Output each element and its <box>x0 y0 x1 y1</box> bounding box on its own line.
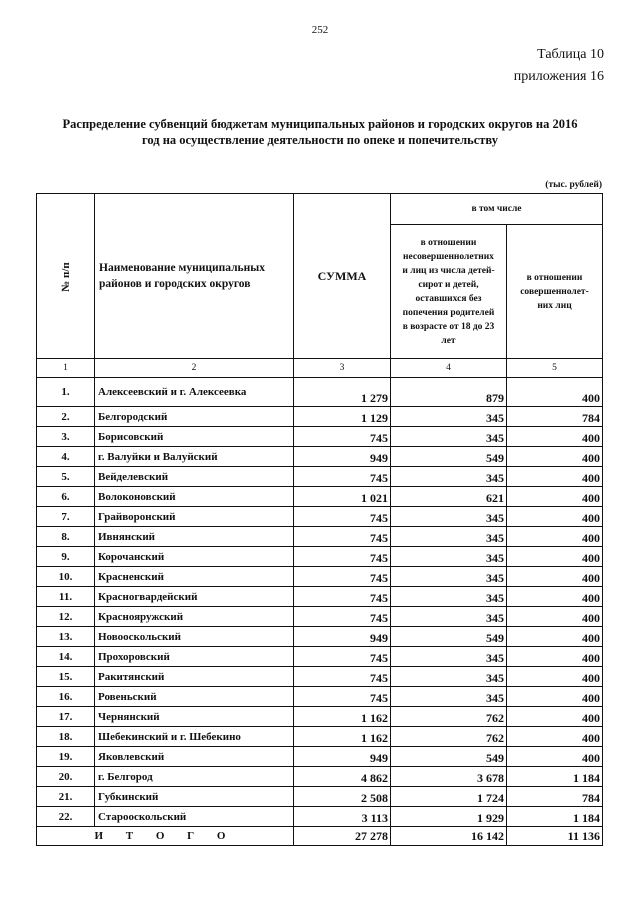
units-label: (тыс. рублей) <box>545 180 602 190</box>
row-number: 15. <box>37 667 95 687</box>
row-district-name: Краснояружский <box>95 607 294 627</box>
header-minors-line: несовершеннолетних <box>403 251 494 262</box>
row-minors: 345 <box>391 467 507 487</box>
row-district-name: Красногвардейский <box>95 587 294 607</box>
row-adults: 400 <box>507 427 603 447</box>
row-adults: 400 <box>507 447 603 467</box>
row-sum: 745 <box>294 587 391 607</box>
row-number: 17. <box>37 707 95 727</box>
row-sum: 1 129 <box>294 407 391 427</box>
row-number: 5. <box>37 467 95 487</box>
header-sum-cell: СУММА <box>294 194 391 359</box>
row-district-name: Красненский <box>95 567 294 587</box>
row-minors: 549 <box>391 747 507 767</box>
row-number: 2. <box>37 407 95 427</box>
row-sum: 2 508 <box>294 787 391 807</box>
row-minors: 1 929 <box>391 807 507 827</box>
row-adults: 400 <box>507 747 603 767</box>
row-adults: 784 <box>507 787 603 807</box>
row-adults: 400 <box>507 727 603 747</box>
row-adults: 400 <box>507 547 603 567</box>
table-row <box>37 647 603 667</box>
row-adults: 400 <box>507 527 603 547</box>
header-number-cell <box>37 194 95 359</box>
row-sum: 949 <box>294 747 391 767</box>
row-minors: 762 <box>391 727 507 747</box>
row-adults: 400 <box>507 507 603 527</box>
row-district-name: Губкинский <box>95 787 294 807</box>
caption-table-number: Таблица 10 <box>537 47 604 62</box>
row-minors: 549 <box>391 447 507 467</box>
row-minors: 345 <box>391 507 507 527</box>
row-district-name: Прохоровский <box>95 647 294 667</box>
row-number: 9. <box>37 547 95 567</box>
row-district-name: г. Белгород <box>95 767 294 787</box>
page-number: 252 <box>311 24 329 36</box>
table-row <box>37 407 603 427</box>
row-sum: 745 <box>294 547 391 567</box>
row-adults: 400 <box>507 607 603 627</box>
row-adults: 400 <box>507 378 603 407</box>
row-district-name: Грайворонский <box>95 507 294 527</box>
table-row <box>37 787 603 807</box>
column-number-row <box>37 359 603 378</box>
header-minors-line: сирот и детей, <box>418 279 479 290</box>
row-number: 16. <box>37 687 95 707</box>
row-number: 21. <box>37 787 95 807</box>
row-district-name: Шебекинский и г. Шебекино <box>95 727 294 747</box>
row-adults: 400 <box>507 707 603 727</box>
row-minors: 345 <box>391 567 507 587</box>
row-number: 7. <box>37 507 95 527</box>
row-sum: 1 021 <box>294 487 391 507</box>
row-sum: 745 <box>294 667 391 687</box>
row-number: 1. <box>37 378 95 407</box>
row-district-name: Ракитянский <box>95 667 294 687</box>
row-adults: 400 <box>507 647 603 667</box>
row-district-name: Старооскольский <box>95 807 294 827</box>
table-row <box>37 467 603 487</box>
row-number: 12. <box>37 607 95 627</box>
row-district-name: Новооскольский <box>95 627 294 647</box>
row-number: 20. <box>37 767 95 787</box>
header-adults-line: них лиц <box>537 300 572 311</box>
column-number-1: 1 <box>37 359 95 378</box>
column-number-3: 3 <box>294 359 391 378</box>
row-minors: 549 <box>391 627 507 647</box>
header-minors-line: в отношении <box>420 237 477 248</box>
header-name-cell <box>95 194 294 359</box>
table-row <box>37 627 603 647</box>
row-district-name: г. Валуйки и Валуйский <box>95 447 294 467</box>
header-adults-line: в отношении <box>526 272 583 283</box>
row-minors: 762 <box>391 707 507 727</box>
row-sum: 745 <box>294 687 391 707</box>
header-minors-line: оставшихся без <box>415 293 482 304</box>
row-district-name: Волоконовский <box>95 487 294 507</box>
row-district-name: Борисовский <box>95 427 294 447</box>
table-row <box>37 447 603 467</box>
total-label: И Т О Г О <box>37 827 294 846</box>
row-sum: 3 113 <box>294 807 391 827</box>
row-minors: 345 <box>391 427 507 447</box>
table-row <box>37 727 603 747</box>
total-adults: 11 136 <box>507 827 603 846</box>
row-minors: 345 <box>391 687 507 707</box>
row-sum: 4 862 <box>294 767 391 787</box>
total-row <box>37 827 603 846</box>
row-number: 3. <box>37 427 95 447</box>
row-district-name: Вейделевский <box>95 467 294 487</box>
row-minors: 345 <box>391 407 507 427</box>
header-name-line-1: Наименование муниципальных <box>99 262 265 274</box>
row-sum: 745 <box>294 527 391 547</box>
row-sum: 1 279 <box>294 378 391 407</box>
table-row <box>37 487 603 507</box>
row-sum: 745 <box>294 647 391 667</box>
table-row <box>37 527 603 547</box>
row-sum: 1 162 <box>294 727 391 747</box>
row-number: 18. <box>37 727 95 747</box>
row-minors: 345 <box>391 527 507 547</box>
row-minors: 1 724 <box>391 787 507 807</box>
row-number: 14. <box>37 647 95 667</box>
row-sum: 745 <box>294 607 391 627</box>
header-adults-line: совершеннолет- <box>520 286 589 297</box>
row-adults: 784 <box>507 407 603 427</box>
table-row <box>37 747 603 767</box>
row-number: 19. <box>37 747 95 767</box>
header-minors-cell <box>391 225 507 359</box>
row-sum: 745 <box>294 567 391 587</box>
row-minors: 345 <box>391 587 507 607</box>
row-district-name: Белгородский <box>95 407 294 427</box>
header-minors-line: лет <box>441 335 456 346</box>
header-row-top <box>37 194 603 225</box>
table-row <box>37 427 603 447</box>
row-adults: 1 184 <box>507 807 603 827</box>
document-title <box>40 116 600 148</box>
row-number: 22. <box>37 807 95 827</box>
table-row <box>37 607 603 627</box>
header-minors-line: попечения родителей <box>402 307 495 318</box>
row-adults: 400 <box>507 587 603 607</box>
row-district-name: Ровеньский <box>95 687 294 707</box>
header-including-cell: в том числе <box>391 194 603 225</box>
row-sum: 1 162 <box>294 707 391 727</box>
column-number-4: 4 <box>391 359 507 378</box>
row-number: 8. <box>37 527 95 547</box>
row-district-name: Яковлевский <box>95 747 294 767</box>
title-line-1: Распределение субвенций бюджетам муниципальных районов и городских округов на 2016 <box>62 117 578 131</box>
row-adults: 400 <box>507 487 603 507</box>
caption-appendix-number: приложения 16 <box>513 69 604 84</box>
row-number: 11. <box>37 587 95 607</box>
total-minors: 16 142 <box>391 827 507 846</box>
row-district-name: Чернянский <box>95 707 294 727</box>
row-minors: 621 <box>391 487 507 507</box>
title-line-2: год на осуществление деятельности по опеке и попечительству <box>142 133 498 147</box>
table-row <box>37 767 603 787</box>
row-district-name: Ивнянский <box>95 527 294 547</box>
row-minors: 345 <box>391 667 507 687</box>
row-adults: 400 <box>507 627 603 647</box>
table-row <box>37 567 603 587</box>
table-row <box>37 807 603 827</box>
row-adults: 400 <box>507 687 603 707</box>
row-sum: 949 <box>294 447 391 467</box>
row-minors: 3 678 <box>391 767 507 787</box>
header-name-line-2: районов и городских округов <box>99 278 251 290</box>
row-minors: 345 <box>391 647 507 667</box>
row-district-name: Корочанский <box>95 547 294 567</box>
row-number: 4. <box>37 447 95 467</box>
column-number-2: 2 <box>95 359 294 378</box>
table-row <box>37 587 603 607</box>
header-number-label: № п/п <box>59 262 72 292</box>
column-number-5: 5 <box>507 359 603 378</box>
header-minors-line: и лиц из числа детей- <box>402 265 495 276</box>
header-adults-cell <box>507 225 603 359</box>
row-minors: 879 <box>391 378 507 407</box>
row-sum: 745 <box>294 467 391 487</box>
row-number: 13. <box>37 627 95 647</box>
table-row <box>37 687 603 707</box>
row-sum: 949 <box>294 627 391 647</box>
total-sum: 27 278 <box>294 827 391 846</box>
table-caption <box>514 44 604 88</box>
row-sum: 745 <box>294 427 391 447</box>
row-sum: 745 <box>294 507 391 527</box>
table-row <box>37 547 603 567</box>
subventions-table <box>36 193 603 846</box>
row-number: 10. <box>37 567 95 587</box>
table-row <box>37 667 603 687</box>
table-row <box>37 707 603 727</box>
row-adults: 400 <box>507 567 603 587</box>
table-row <box>37 378 603 407</box>
row-adults: 1 184 <box>507 767 603 787</box>
table-row <box>37 507 603 527</box>
row-minors: 345 <box>391 547 507 567</box>
row-minors: 345 <box>391 607 507 627</box>
row-adults: 400 <box>507 667 603 687</box>
row-district-name: Алексеевский и г. Алексеевка <box>95 378 294 407</box>
row-number: 6. <box>37 487 95 507</box>
row-adults: 400 <box>507 467 603 487</box>
header-minors-line: в возрасте от 18 до 23 <box>402 321 495 332</box>
